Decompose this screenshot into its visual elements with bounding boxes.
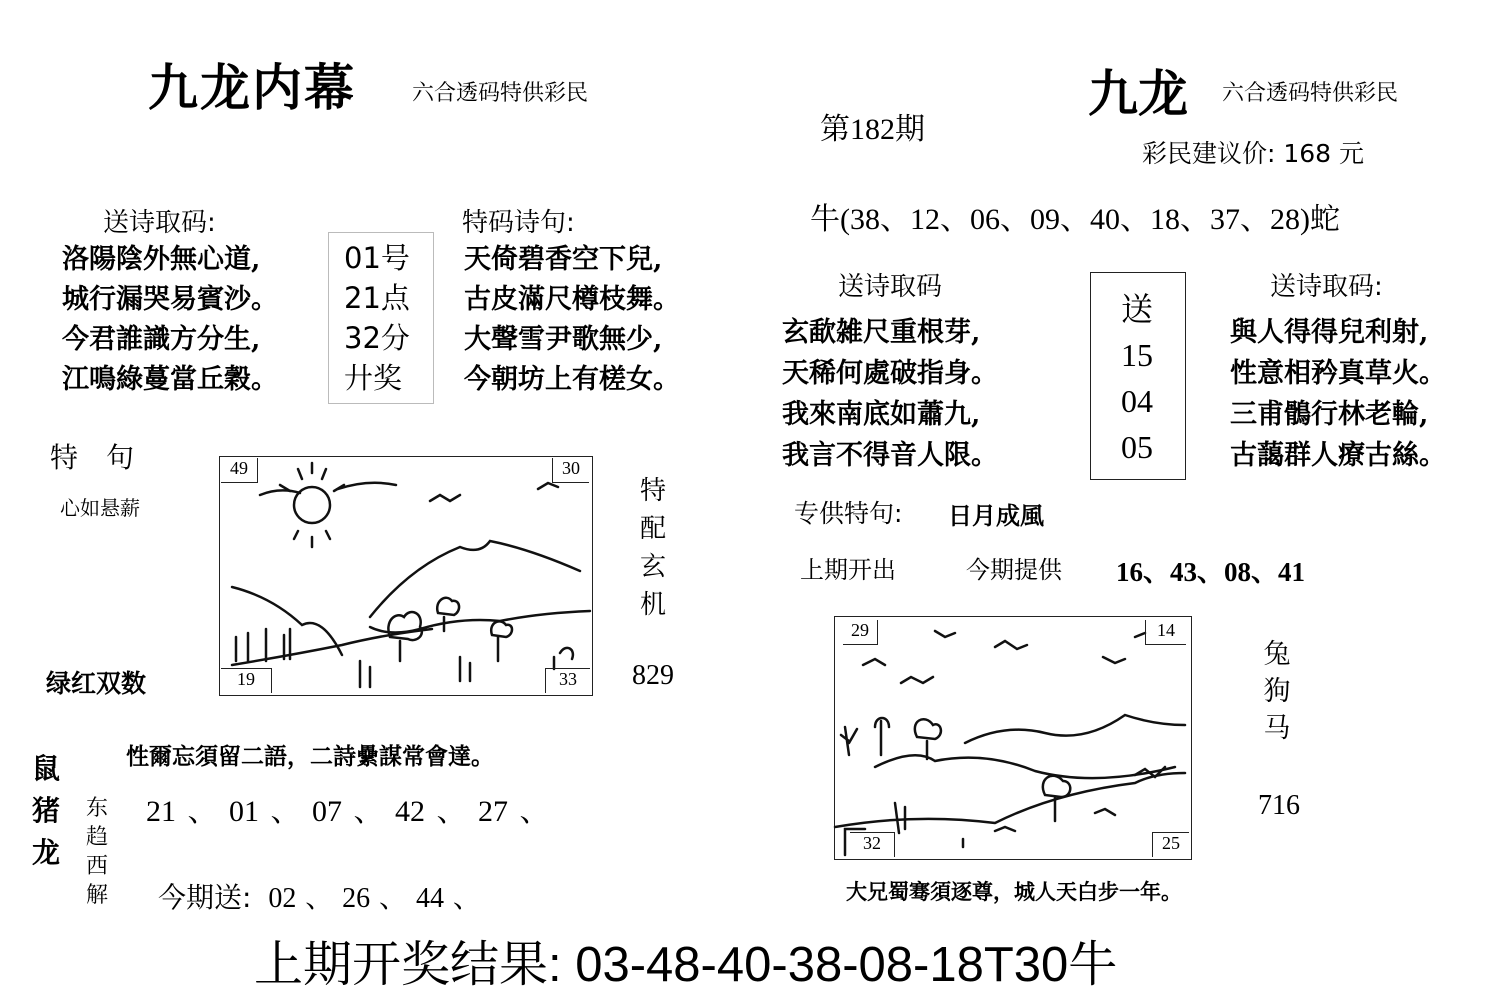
left-special-heading: 特码诗句: — [462, 208, 575, 238]
poem-line: 我來南底如蕭九, — [782, 399, 981, 430]
box-line: 廾奖 — [344, 361, 403, 395]
left-center-box-text — [344, 238, 410, 398]
poem-line: 古皮滿尺樽枝舞。 — [464, 284, 680, 315]
number: 07 — [312, 795, 342, 828]
left-pic-num-bottom-left: 19 — [221, 668, 272, 693]
right-pic-num-bottom-left: 32 — [850, 832, 895, 857]
poem-line: 我言不得音人限。 — [782, 440, 998, 471]
right-poem-heading-left: 送诗取码 — [838, 272, 943, 302]
right-pic-num-top-right: 14 — [1145, 620, 1186, 645]
issue-number: 第182期 — [820, 113, 925, 146]
right-title: 九龙 — [1088, 65, 1188, 123]
left-vertical-label: 特配玄机 — [639, 476, 666, 620]
right-subtitle: 六合透码特供彩民 — [1222, 81, 1399, 106]
right-side-number: 716 — [1258, 790, 1300, 821]
today-send-number: 26 — [342, 883, 371, 914]
left-title: 九龙内幕 — [148, 59, 356, 117]
number: 01 — [229, 795, 259, 828]
left-special-poem — [464, 240, 680, 400]
last-result-footer: 上期开奖结果: 03-48-40-38-08-18T30牛 — [254, 938, 1118, 992]
box-line: 01号 — [344, 241, 410, 275]
poem-line: 三甫鶻行林老輪, — [1230, 399, 1429, 430]
poem-line: 天倚碧香空下兒, — [464, 244, 663, 275]
number: 27 — [478, 795, 508, 828]
special-label: 专供特句: — [794, 499, 903, 528]
dong-vertical: 东趋西解 — [85, 796, 108, 908]
today-send-number: 02 — [268, 883, 297, 914]
right-poem-left — [782, 312, 998, 476]
poem-line: 洛陽陰外無心道, — [62, 244, 261, 275]
poem-line: 大聲雪尹歌無少, — [464, 324, 663, 355]
left-side-number: 829 — [632, 660, 674, 691]
poem-line: 城行漏哭易賓沙。 — [62, 284, 278, 315]
right-saying: 大兄蜀骞須逐尊，城人天白步一年。 — [846, 879, 1182, 904]
price-label: 彩民建议价: 168 元 — [1142, 139, 1365, 168]
poem-line: 性意相矜真草火。 — [1230, 358, 1446, 389]
left-poem — [62, 240, 278, 400]
left-saying: 性爾忘須留二語，二詩纍謀常會達。 — [126, 743, 494, 770]
today-send-label: 今期送: — [158, 881, 252, 914]
right-pic-num-top-left: 29 — [843, 620, 878, 645]
box-line: 21点 — [344, 281, 410, 315]
right-landscape-drawing — [835, 617, 1191, 859]
zodiac-line: 牛(38、12、06、09、40、18、37、28)蛇 — [810, 203, 1340, 236]
left-pic-num-top-left: 49 — [221, 458, 258, 483]
box-line: 05 — [1121, 429, 1153, 465]
left-pic-num-bottom-right: 33 — [545, 668, 590, 693]
left-landscape-drawing — [220, 457, 592, 695]
right-poem-right — [1230, 312, 1446, 476]
te-ju-text: 心如悬薪 — [60, 496, 140, 520]
this-issue-numbers: 16、43、08、41 — [1116, 557, 1305, 587]
poem-line: 今君誰識方分生, — [62, 324, 261, 355]
left-subtitle: 六合透码特供彩民 — [412, 81, 589, 106]
left-numbers-row: 21 、 01 、 07 、 42 、 27 、 — [146, 795, 550, 828]
box-line: 送 — [1120, 291, 1153, 327]
right-center-box-text — [1090, 286, 1184, 470]
poem-line: 古藹群人療古絲。 — [1230, 440, 1446, 471]
this-issue-label: 今期提供 — [966, 556, 1062, 584]
animals-vertical: 兔狗马 — [1263, 639, 1291, 744]
right-pic-num-bottom-right: 25 — [1152, 832, 1189, 857]
left-pic-num-top-right: 30 — [552, 458, 589, 483]
box-line: 04 — [1121, 383, 1153, 419]
te-ju-label: 特 句 — [50, 441, 135, 474]
right-poem-heading-right: 送诗取码: — [1270, 272, 1383, 302]
green-red-label: 绿红双数 — [46, 669, 147, 698]
poem-line: 今朝坊上有槎女。 — [464, 364, 680, 395]
poem-line: 與人得得兒利射, — [1230, 317, 1429, 348]
number: 42 — [395, 795, 425, 828]
poem-line: 天稀何處破指身。 — [782, 358, 998, 389]
poem-line: 江鳴綠蔓當丘穀。 — [62, 364, 278, 395]
today-send-number: 44 — [415, 883, 444, 914]
last-issue-label: 上期开出 — [800, 556, 896, 584]
number: 21 — [146, 795, 176, 828]
box-line: 32分 — [344, 321, 410, 355]
special-text: 日月成風 — [948, 502, 1044, 530]
box-line: 15 — [1121, 337, 1153, 373]
left-poem-heading: 送诗取码: — [103, 208, 216, 238]
poem-line: 玄歃雑尺重根芽, — [782, 317, 981, 348]
zodiac-vertical: 鼠猪龙 — [31, 752, 60, 869]
today-send: 今期送: 02 、 26 、 44 、 — [158, 881, 481, 914]
